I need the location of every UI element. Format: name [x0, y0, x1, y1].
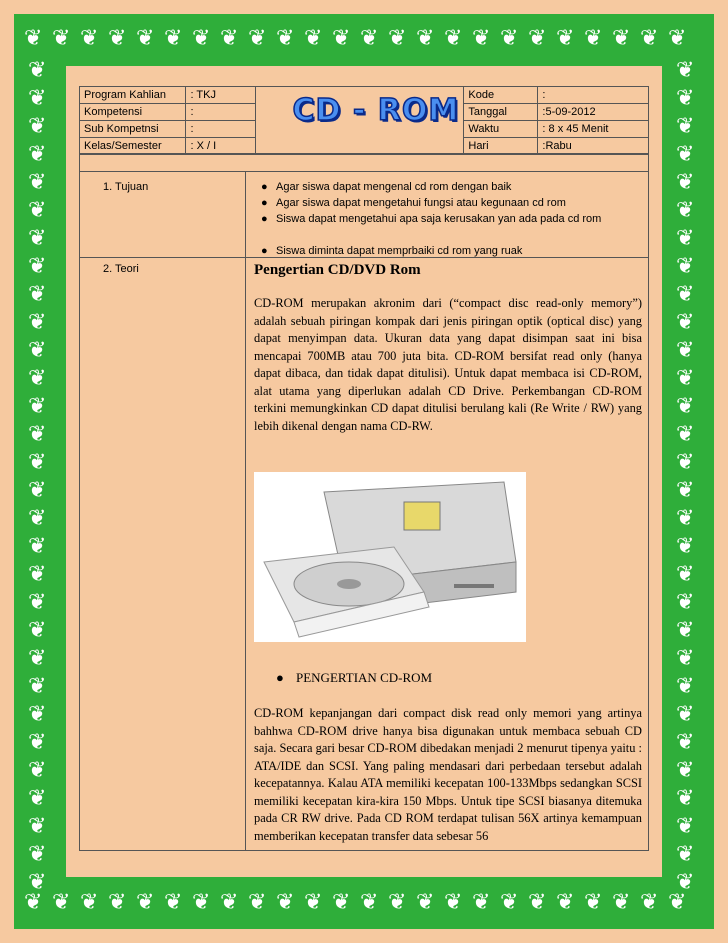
vine-leaf-icon: ❦ — [676, 86, 695, 111]
header-value: : 8 x 45 Menit — [538, 121, 649, 138]
vine-leaf-icon: ❦ — [676, 730, 695, 755]
vine-leaf-icon: ❦ — [28, 646, 47, 671]
vine-leaf-icon: ❦ — [676, 58, 695, 83]
vine-leaf-icon: ❦ — [444, 890, 463, 915]
vine-leaf-icon: ❦ — [500, 890, 519, 915]
vine-leaf-icon: ❦ — [676, 366, 695, 391]
vine-leaf-icon: ❦ — [676, 674, 695, 699]
vine-leaf-icon: ❦ — [28, 562, 47, 587]
vine-leaf-icon: ❦ — [668, 26, 687, 51]
bullet-icon: ● — [261, 197, 268, 209]
vine-leaf-icon: ❦ — [676, 198, 695, 223]
list-item-text: Agar siswa dapat mengenal cd rom dengan baik — [276, 181, 512, 193]
vine-leaf-icon: ❦ — [52, 890, 71, 915]
section-label-teori: 2. Teori — [103, 263, 139, 275]
vine-leaf-icon: ❦ — [136, 890, 155, 915]
header-value: :5-09-2012 — [538, 104, 649, 121]
vine-leaf-icon: ❦ — [500, 26, 519, 51]
vine-leaf-icon: ❦ — [80, 890, 99, 915]
vine-leaf-icon: ❦ — [28, 142, 47, 167]
bullet-icon: ● — [261, 213, 268, 225]
vine-leaf-icon: ❦ — [164, 26, 183, 51]
section-label-tujuan: 1. Tujuan — [103, 181, 149, 193]
vine-leaf-icon: ❦ — [28, 870, 47, 895]
vine-leaf-icon: ❦ — [676, 254, 695, 279]
vine-leaf-icon: ❦ — [676, 702, 695, 727]
list-item — [261, 195, 636, 211]
paragraph: CD-ROM kepanjangan dari compact disk read only memori yang artinya bahhwa CD-ROM drive hanya bisa digunakan untuk membaca sebuah CD saja. Secara gari besar CD-ROM dibedakan menjadi 2 menurut tipenya yaitu : ATA/IDE dan SCSI. Yang paling mendasari dari perbedaan tersebut adalah kecepatannya. Kalau ATA memiliki kecepatan 100-133Mbps sedangkan SCSI memiliki kecepatan kira-kira 150 Mbps. Untuk tipe SCSI biasanya ditemuka pada CR RW drive. Pada CD ROM terdapat tulisan 56X artinya kemampuan memberikan kecepatan transfer data sebesar 56 — [254, 706, 642, 843]
vine-leaf-icon: ❦ — [676, 170, 695, 195]
vine-leaf-icon: ❦ — [304, 26, 323, 51]
vine-leaf-icon: ❦ — [28, 618, 47, 643]
vine-leaf-icon: ❦ — [676, 114, 695, 139]
vine-leaf-icon: ❦ — [612, 890, 631, 915]
list-item-text: Agar siswa dapat mengetahui fungsi atau kegunaan cd rom — [276, 197, 566, 209]
vine-leaf-icon: ❦ — [676, 478, 695, 503]
vine-leaf-icon: ❦ — [676, 506, 695, 531]
list-item — [261, 179, 636, 195]
vine-leaf-icon: ❦ — [28, 842, 47, 867]
list-item — [261, 211, 626, 227]
header-value: : — [186, 104, 256, 121]
vine-leaf-icon: ❦ — [612, 26, 631, 51]
header-table — [79, 86, 649, 155]
vine-leaf-icon: ❦ — [556, 890, 575, 915]
vine-leaf-icon: ❦ — [28, 366, 47, 391]
vine-leaf-icon: ❦ — [28, 422, 47, 447]
vine-leaf-icon: ❦ — [164, 890, 183, 915]
vine-leaf-icon: ❦ — [24, 890, 43, 915]
vine-leaf-icon: ❦ — [28, 758, 47, 783]
vine-leaf-icon: ❦ — [220, 26, 239, 51]
vine-leaf-icon: ❦ — [416, 26, 435, 51]
paragraph: CD-ROM merupakan akronim dari (“compact disc read-only memory”) adalah sebuah piringan kompak dari jenis piringan optik (optical disc) yang dapat menyimpan data. Ukuran data yang dapat disimpan saat ini bisa mencapai 700MB atau 700 juta bita. CD-ROM bersifat read only (hanya dapat dibaca, dan tidak dapat ditulisi). Untuk dapat membaca isi CD-ROM, alat utama yang diperlukan adalah CD Drive. Perkembangan CD-ROM terkini memungkinkan CD dapat ditulisi berulang kali (Re Write / RW) yang lebih dikenal dengan nama CD-RW. — [254, 296, 642, 433]
bullet-icon: ● — [276, 670, 284, 685]
vine-leaf-icon: ❦ — [28, 310, 47, 335]
vine-leaf-icon: ❦ — [388, 26, 407, 51]
header-label: Tanggal — [464, 104, 538, 121]
vine-leaf-icon: ❦ — [640, 890, 659, 915]
vine-leaf-icon: ❦ — [388, 890, 407, 915]
vine-leaf-icon: ❦ — [28, 58, 47, 83]
vine-leaf-icon: ❦ — [676, 618, 695, 643]
vine-leaf-icon: ❦ — [676, 310, 695, 335]
vine-leaf-icon: ❦ — [192, 890, 211, 915]
vine-leaf-icon: ❦ — [676, 786, 695, 811]
vine-leaf-icon: ❦ — [28, 730, 47, 755]
divider — [245, 171, 246, 851]
header-label: Kompetensi — [80, 104, 186, 121]
vine-leaf-icon: ❦ — [668, 890, 687, 915]
vine-leaf-icon: ❦ — [80, 26, 99, 51]
vine-leaf-icon: ❦ — [108, 890, 127, 915]
vine-leaf-icon: ❦ — [676, 450, 695, 475]
vine-leaf-icon: ❦ — [248, 890, 267, 915]
vine-leaf-icon: ❦ — [676, 394, 695, 419]
vine-leaf-icon: ❦ — [676, 422, 695, 447]
vine-leaf-icon: ❦ — [676, 282, 695, 307]
vine-leaf-icon: ❦ — [28, 702, 47, 727]
header-label: Hari — [464, 138, 538, 155]
vine-leaf-icon: ❦ — [360, 26, 379, 51]
header-value: : — [186, 121, 256, 138]
vine-leaf-icon: ❦ — [676, 842, 695, 867]
vine-leaf-icon: ❦ — [52, 26, 71, 51]
list-item-text: Siswa dapat mengetahui apa saja kerusakan yan ada pada cd rom — [276, 213, 602, 225]
vine-leaf-icon: ❦ — [676, 338, 695, 363]
title-cell — [256, 87, 464, 155]
vine-leaf-icon: ❦ — [676, 870, 695, 895]
vine-leaf-icon: ❦ — [276, 26, 295, 51]
vine-leaf-icon: ❦ — [472, 26, 491, 51]
vine-leaf-icon: ❦ — [220, 890, 239, 915]
header-value: : X / I — [186, 138, 256, 155]
vine-leaf-icon: ❦ — [28, 170, 47, 195]
bullet-icon: ● — [261, 181, 268, 193]
header-label: Waktu — [464, 121, 538, 138]
header-label: Sub Kompetnsi — [80, 121, 186, 138]
header-label: Kelas/Semester — [80, 138, 186, 155]
divider — [79, 171, 649, 172]
vine-leaf-icon: ❦ — [28, 282, 47, 307]
vine-leaf-icon: ❦ — [528, 890, 547, 915]
vine-leaf-icon: ❦ — [416, 890, 435, 915]
vine-leaf-icon: ❦ — [676, 646, 695, 671]
vine-leaf-icon: ❦ — [444, 26, 463, 51]
vine-leaf-icon: ❦ — [24, 26, 43, 51]
vine-leaf-icon: ❦ — [556, 26, 575, 51]
vine-leaf-icon: ❦ — [28, 114, 47, 139]
vine-leaf-icon: ❦ — [192, 26, 211, 51]
page-title: CD - ROM — [292, 93, 460, 128]
vine-leaf-icon: ❦ — [584, 890, 603, 915]
vine-leaf-icon: ❦ — [28, 814, 47, 839]
header-label: Kode — [464, 87, 538, 104]
vine-leaf-icon: ❦ — [332, 890, 351, 915]
vine-leaf-icon: ❦ — [676, 534, 695, 559]
vine-leaf-icon: ❦ — [304, 890, 323, 915]
vine-leaf-icon: ❦ — [28, 534, 47, 559]
vine-leaf-icon: ❦ — [676, 814, 695, 839]
header-value: :Rabu — [538, 138, 649, 155]
vine-leaf-icon: ❦ — [28, 86, 47, 111]
cd-rom-drive-image — [254, 472, 526, 642]
subheading: PENGERTIAN CD-ROM — [296, 670, 433, 685]
vine-leaf-icon: ❦ — [676, 142, 695, 167]
vine-leaf-icon: ❦ — [360, 890, 379, 915]
vine-leaf-icon: ❦ — [28, 198, 47, 223]
vine-leaf-icon: ❦ — [676, 226, 695, 251]
vine-leaf-icon: ❦ — [28, 254, 47, 279]
vine-leaf-icon: ❦ — [332, 26, 351, 51]
vine-leaf-icon: ❦ — [28, 590, 47, 615]
vine-leaf-icon: ❦ — [640, 26, 659, 51]
vine-leaf-icon: ❦ — [28, 338, 47, 363]
vine-leaf-icon: ❦ — [276, 890, 295, 915]
vine-leaf-icon: ❦ — [28, 506, 47, 531]
vine-leaf-icon: ❦ — [248, 26, 267, 51]
header-value: : — [538, 87, 649, 104]
vine-leaf-icon: ❦ — [136, 26, 155, 51]
vine-leaf-icon: ❦ — [28, 674, 47, 699]
vine-leaf-icon: ❦ — [676, 590, 695, 615]
vine-leaf-icon: ❦ — [528, 26, 547, 51]
vine-leaf-icon: ❦ — [108, 26, 127, 51]
section-heading: Pengertian CD/DVD Rom — [254, 262, 421, 278]
vine-leaf-icon: ❦ — [676, 758, 695, 783]
vine-leaf-icon: ❦ — [584, 26, 603, 51]
vine-leaf-icon: ❦ — [28, 450, 47, 475]
vine-leaf-icon: ❦ — [28, 394, 47, 419]
list-item-text: Siswa diminta dapat memprbaiki cd rom yang ruak — [276, 245, 523, 257]
header-label: Program Kahlian — [80, 87, 186, 104]
header-value: : TKJ — [186, 87, 256, 104]
bullet-icon: ● — [261, 245, 268, 257]
vine-leaf-icon: ❦ — [28, 478, 47, 503]
list-item — [261, 243, 636, 259]
vine-leaf-icon: ❦ — [676, 562, 695, 587]
vine-leaf-icon: ❦ — [28, 786, 47, 811]
vine-leaf-icon: ❦ — [472, 890, 491, 915]
vine-leaf-icon: ❦ — [28, 226, 47, 251]
